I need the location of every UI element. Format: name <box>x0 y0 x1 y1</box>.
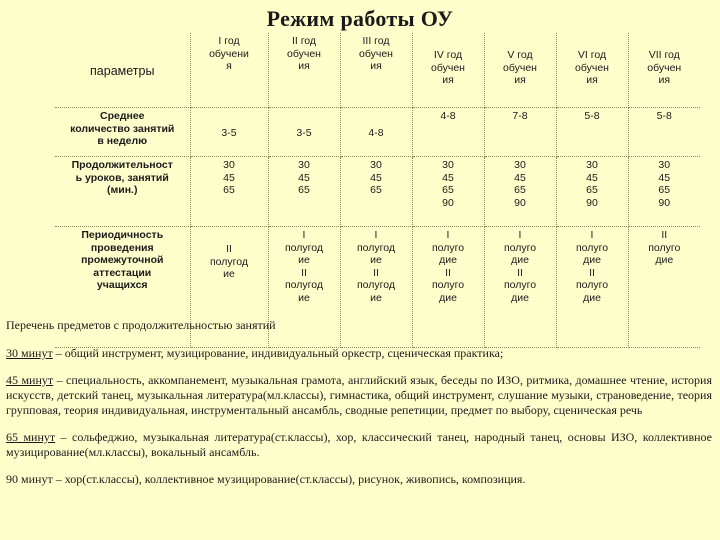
table-cell: II полуго дие <box>628 227 700 348</box>
table-cell: 3-5 <box>190 108 268 157</box>
header-grade: V год обучен ия <box>484 33 556 108</box>
table-row <box>55 157 700 227</box>
table-cell: 7-8 <box>484 108 556 157</box>
table-cell: I полуго дие II полуго дие <box>556 227 628 348</box>
header-grade: I год обучени я <box>190 33 268 108</box>
subject-paragraph-30 <box>6 346 712 361</box>
header-grade: IV год обучен ия <box>412 33 484 108</box>
table-cell: II полугод ие <box>190 227 268 348</box>
duration-label: 45 минут <box>6 373 54 387</box>
header-grade: VII год обучен ия <box>628 33 700 108</box>
table-cell: 30 45 65 <box>190 157 268 227</box>
header-param: параметры <box>55 33 190 108</box>
header-grade: VI год обучен ия <box>556 33 628 108</box>
subject-paragraph-45 <box>6 373 712 418</box>
row-label: Среднее количество занятий в неделю <box>55 108 190 157</box>
table-cell: 30 45 65 <box>340 157 412 227</box>
subject-list: – специальность, аккомпанемент, музыкальная грамота, английский язык, беседы по ИЗО, ритмика, домашнее чтение, история искусств, детский танец, музыкальная литература(мл.классы), гимнастика, общий инструмент, слушание музыки, страноведение, теория групповая, теория индивидуальная, инструментальный ансамбль, сводные репетиции, предмет по выбору, сценическая речь <box>6 373 712 417</box>
table-cell: I полуго дие II полуго дие <box>484 227 556 348</box>
subjects-section <box>6 318 712 499</box>
table-cell: 5-8 <box>628 108 700 157</box>
subject-paragraph-90 <box>6 472 712 487</box>
subject-list: – хор(ст.классы), коллективное музицирование(ст.классы), рисунок, живопись, композиция. <box>52 472 526 486</box>
table-cell: 3-5 <box>268 108 340 157</box>
table-cell: 5-8 <box>556 108 628 157</box>
subject-list: – сольфеджио, музыкальная литература(ст.классы), хор, классический танец, народный танец, основы ИЗО, коллективное музицирование(мл.классы), вокальный ансамбль. <box>6 430 713 459</box>
row-label: Периодичность проведения промежуточной аттестации учащихся <box>55 227 190 348</box>
table-cell: 4-8 <box>340 108 412 157</box>
table-cell: 30 45 65 90 <box>628 157 700 227</box>
header-grade: II год обучен ия <box>268 33 340 108</box>
row-label: Продолжительност ь уроков, занятий (мин.) <box>55 157 190 227</box>
page-title: Режим работы ОУ <box>266 6 454 31</box>
subject-paragraph-65 <box>6 430 712 460</box>
table-cell: I полугод ие II полугод ие <box>340 227 412 348</box>
table-cell: 30 45 65 90 <box>556 157 628 227</box>
table-cell: I полуго дие II полуго дие <box>412 227 484 348</box>
duration-label: 30 минут <box>6 346 53 360</box>
subjects-heading: Перечень предметов с продолжительностью занятий <box>6 318 276 332</box>
table-cell: I полугод ие II полугод ие <box>268 227 340 348</box>
table-cell: 30 45 65 <box>268 157 340 227</box>
table-row <box>55 108 700 157</box>
table-header-row <box>55 33 700 108</box>
duration-label: 65 минут <box>6 430 56 444</box>
header-grade: III год обучен ия <box>340 33 412 108</box>
subject-list: – общий инструмент, музицирование, индивидуальный оркестр, сценическая практика; <box>52 346 504 360</box>
duration-label: 90 минут <box>6 472 53 486</box>
table-cell: 30 45 65 90 <box>412 157 484 227</box>
table-cell: 4-8 <box>412 108 484 157</box>
schedule-table <box>55 33 700 348</box>
table-cell: 30 45 65 90 <box>484 157 556 227</box>
